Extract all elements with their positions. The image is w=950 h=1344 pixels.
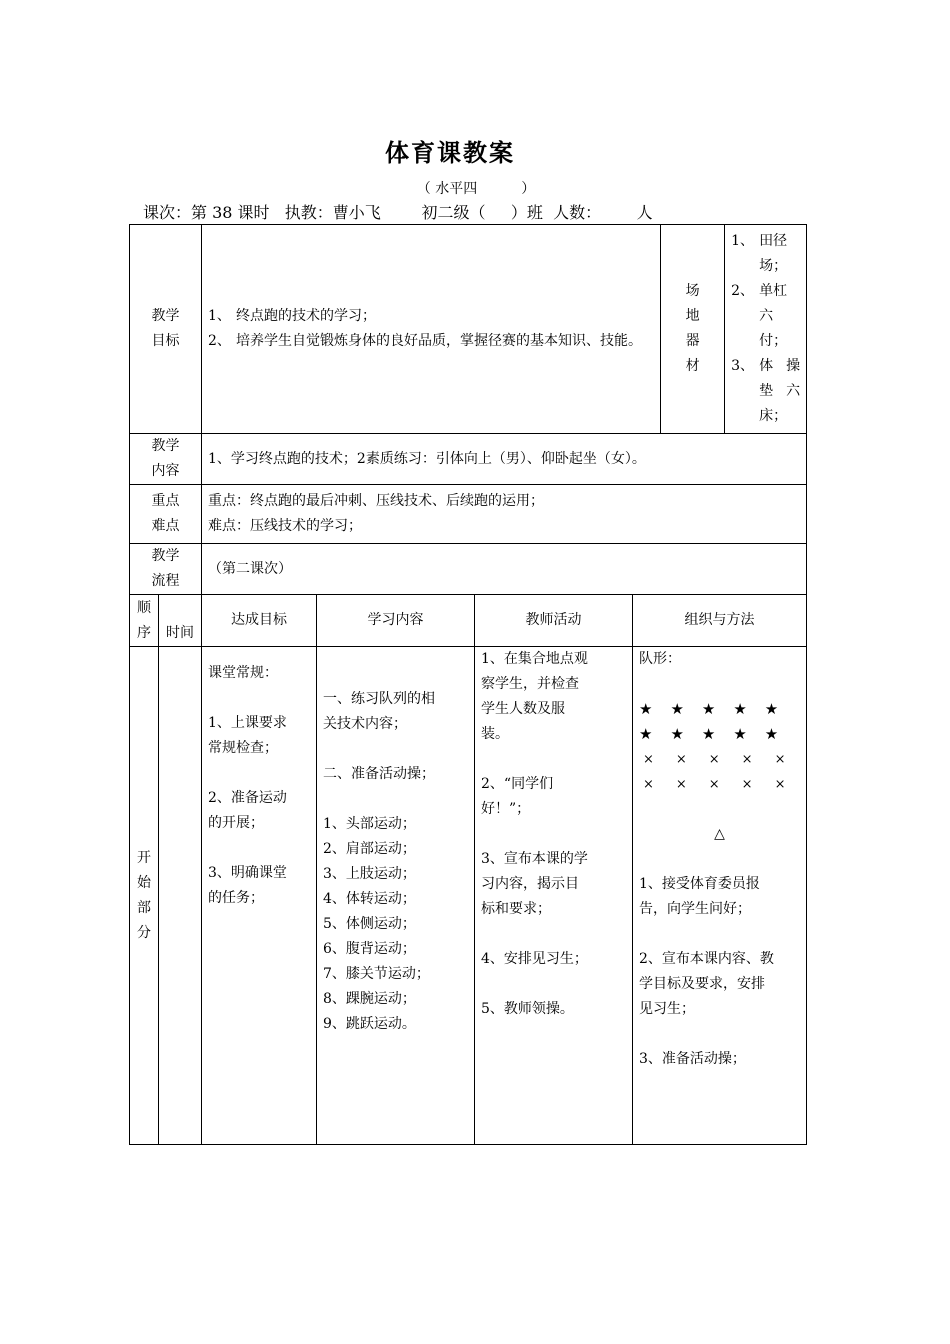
list-item: 9、跳跃运动。: [323, 1016, 416, 1032]
list-item: 3、上肢运动；: [323, 866, 416, 882]
student-formation-stars: ★★★★★: [639, 725, 797, 743]
time-cell: [159, 647, 202, 1145]
content-label: 教学 内容: [130, 434, 202, 485]
teacher-activity-cell: 1、在集合地点观 察学生，并检查 学生人数及服 装。 2、“同学们 好！”； 3、宣布本课的学 习内容，揭示目 标和要求； 4、安排见习生； 5、教师领操。: [475, 647, 633, 1145]
col-order: 顺 序: [130, 595, 159, 647]
objective-item: 1、 终点跑的技术的学习；: [208, 308, 376, 324]
objectives-cell: [202, 225, 661, 434]
col-study: 学习内容: [317, 595, 475, 647]
list-item: 1、头部运动；: [323, 816, 416, 832]
flow-label: 教学 流程: [130, 544, 202, 595]
lesson-plan-table: [129, 224, 807, 1145]
level-open: （ 水平四: [416, 181, 478, 197]
lesson-info-line: 课次：第 38 课时 执教：曹小飞 初二级（ ）班 人数： 人: [143, 203, 653, 222]
venue-item: 2、 单杠六付；: [731, 283, 788, 349]
flow-cell: （第二课次）: [202, 544, 807, 595]
warmup-list: [323, 812, 468, 1037]
level-note: [0, 178, 950, 198]
student-formation-stars: ★★★★★: [639, 700, 797, 718]
venue-item: 1、 田径场；: [731, 233, 788, 274]
keypoints-cell: 重点：终点跑的最后冲刺、压线技术、后续跑的运用； 难点：压线技术的学习；: [202, 485, 807, 544]
goals-cell: 课堂常规： 1、上课要求 常规检查； 2、准备运动 的开展； 3、明确课堂 的任务；: [202, 647, 317, 1145]
level-close: ）: [521, 181, 536, 197]
section-start-label: 开 始 部 分: [130, 647, 159, 1145]
objective-item: 2、 培养学生自觉锻炼身体的良好品质，掌握径赛的基本知识、技能。: [208, 333, 642, 349]
list-item: 7、膝关节运动；: [323, 966, 430, 982]
keypoints-label: 重点 难点: [130, 485, 202, 544]
col-goal: 达成目标: [202, 595, 317, 647]
list-item: 5、体侧运动；: [323, 916, 416, 932]
col-teacher: 教师活动: [475, 595, 633, 647]
list-item: 2、肩部运动；: [323, 841, 416, 857]
student-formation-cross: ×××××: [643, 777, 808, 792]
page-title: 体育课教案: [385, 138, 515, 167]
teacher-position-icon: △: [714, 826, 725, 842]
organization-cell: 队形： ★★★★★ ★★★★★ ××××× ××××× △ 1、接受体育委员报 告，向学生问好； 2、宣布本课内容、教 学目标及要求，安排 见习生； 3、准备活动操；: [633, 647, 807, 1145]
objectives-label: 教学 目标: [130, 225, 202, 434]
list-item: 6、腹背运动；: [323, 941, 416, 957]
list-item: 4、体转运动；: [323, 891, 416, 907]
content-cell: 1、学习终点跑的技术；2素质练习：引体向上（男）、仰卧起坐（女）。: [202, 434, 807, 485]
col-organization: 组织与方法: [633, 595, 807, 647]
col-time: 时间: [159, 595, 202, 647]
venue-cell: [725, 225, 807, 434]
study-content-cell: 一、练习队列的相 关技术内容； 二、准备活动操； 1、头部运动； 2、肩部运动； 3、上肢运动； 4、体转运动； 5、体侧运动； 6、腹背运动； 7、膝关节运动； 8、踝腕运动； 9、跳跃运动。: [317, 647, 475, 1145]
venue-item: 3、 体操垫六床；: [731, 358, 801, 424]
student-formation-cross: ×××××: [643, 752, 808, 767]
venue-label: 场 地 器 材: [661, 225, 725, 434]
list-item: 8、踝腕运动；: [323, 991, 416, 1007]
